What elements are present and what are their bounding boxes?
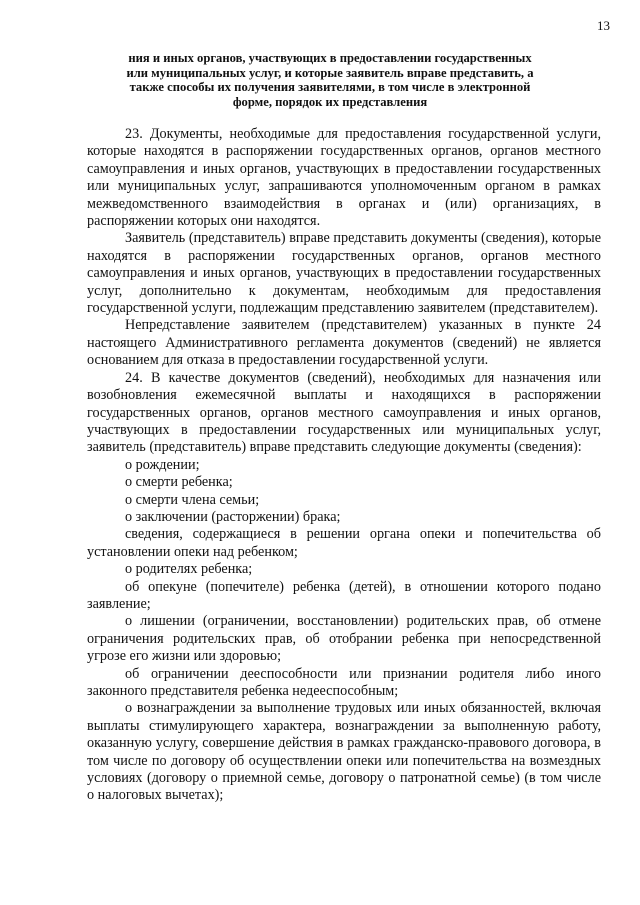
section-heading: ния и иных органов, участвующих в предоставлении государственных или муниципальных услуг, и которые заявитель вправе представить, а также способы их получения заявителями, в том числе в электронной форме, порядок их представления [126, 51, 534, 109]
list-item: о родителях ребенка; [125, 561, 253, 578]
list-item: об опекуне (попечителе) ребенка (детей), в отношении которого подано заявление; [87, 578, 601, 612]
list-item: о лишении (ограничении, восстановлении) родительских прав, об отмене ограничения родительских прав, об отобрании ребенка при непосредственной угрозе его жизни или здоровью; [87, 613, 601, 665]
document-body [87, 126, 601, 805]
list-item: о смерти ребенка; [125, 474, 233, 491]
list-item: об ограничении дееспособности или признании родителя либо иного законного представителя ребенка недееспособным; [87, 665, 601, 699]
list-item: о вознаграждении за выполнение трудовых или иных обязанностей, включая выплаты стимулирующего характера, вознаграждении за выполненную работу, оказанную услугу, совершение действия в рамках гражданско-правового договора, в том числе по договору об осуществлении опеки или попечительства на возмездных условиях (договору о приемной семье, договору о патронатной семье) (в том числе о налоговых вычетах); [87, 700, 601, 804]
list-item: о рождении; [125, 456, 200, 473]
paragraph-23: 23. Документы, необходимые для предоставления государственной услуги, которые находятся в распоряжении государственных органов, органов местного самоуправления и иных органов, участвующих в предоставлении государственных или муниципальных услуг, запрашиваются уполномоченным органом в рамках межведомственного взаимодействия в органах и (или) организациях, в распоряжении которых они находятся. [87, 126, 601, 230]
paragraph-applicant-right: Заявитель (представитель) вправе представить документы (сведения), которые находятся в распоряжении государственных органов, органов местного самоуправления и иных органов, участвующих в предоставлении государственных услуг, дополнительно к документам, необходимым для предоставления государственной услуги, подлежащим представлению заявителем (представителем). [87, 230, 601, 317]
list-item: о смерти члена семьи; [125, 491, 260, 508]
page-number: 13 [597, 18, 610, 33]
paragraph-non-submission: Непредставление заявителем (представителем) указанных в пункте 24 настоящего Административного регламента документов (сведений) не является основанием для отказа в предоставлении государственной услуги. [87, 317, 601, 369]
list-item: о заключении (расторжении) брака; [125, 508, 341, 525]
paragraph-24: 24. В качестве документов (сведений), необходимых для назначения или возобновления ежемесячной выплаты и находящихся в распоряжении государственных органов, органов местного самоуправления и иных органов, участвующих в предоставлении государственных или муниципальных услуг, заявитель (представитель) вправе представить следующие документы (сведения): [87, 369, 601, 456]
list-item: сведения, содержащиеся в решении органа опеки и попечительства об установлении опеки над ребенком; [87, 526, 601, 560]
